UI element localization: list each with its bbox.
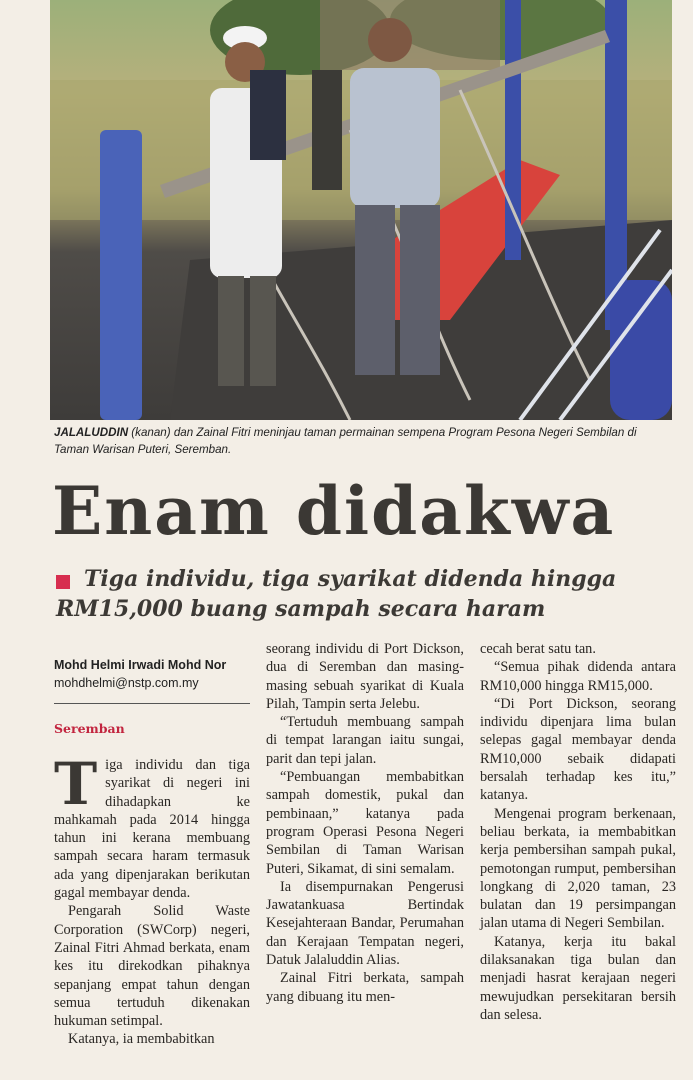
article-paragraph: Zainal Fitri berkata, sampah yang dibuang itu men- xyxy=(266,970,464,1005)
article-paragraph: Mengenai program berkenaan, beliau berkata, ia membabitkan kerja pembersihan sampah pukal, pemotongan rumput, pembersihan longkang di 2,020 taman, 23 bulatan dan 19 persimpangan jalan utama di Negeri Sembilan. xyxy=(480,805,676,932)
byline-divider xyxy=(54,703,250,704)
caption-name: JALALUDDIN xyxy=(54,426,129,439)
author-name: Mohd Helmi Irwadi Mohd Nor xyxy=(54,658,227,672)
article-paragraph: “Semua pihak didenda antara RM10,000 hingga RM15,000. xyxy=(480,659,676,694)
playground-photo-illustration xyxy=(50,0,672,420)
dateline-location: Seremban xyxy=(54,721,125,736)
article-paragraph: “Tertuduh membuang sampah di tempat larangan iaitu sungai, parit dan tepi jalan. xyxy=(266,714,464,767)
article-paragraph: Katanya, ia membabitkan xyxy=(68,1031,215,1048)
headline: Enam didakwa xyxy=(52,472,616,550)
news-photo xyxy=(50,0,672,420)
byline xyxy=(54,656,252,692)
article-column-1 xyxy=(54,750,250,1049)
caption-text: (kanan) dan Zainal Fitri meninjau taman permainan sempena Program Pesona Negeri Sembilan di Taman Warisan Puteri, Seremban. xyxy=(54,426,637,456)
article-paragraph: Katanya, kerja itu bakal dilaksanakan tiga bulan dan menjadi hasrat kerajaan negeri mewujudkan persekitaran bersih dan selesa. xyxy=(480,933,676,1023)
article-paragraph: “Di Port Dickson, seorang individu dipenjara lima bulan selepas gagal membayar denda RM10,000 sebaik didapati bersalah terhadap kes itu,” katanya. xyxy=(480,695,676,804)
article-paragraph: Pengarah Solid Waste Corporation (SWCorp) negeri, Zainal Fitri Ahmad berkata, enam kes itu direkodkan pihaknya sepanjang empat tahun dengan semua tertuduh dikenakan hukuman setimpal. xyxy=(54,903,250,1030)
drop-cap: T xyxy=(54,750,98,818)
article-paragraph: cecah berat satu tan. xyxy=(480,641,596,657)
article-paragraph: iga individu dan tiga syarikat di negeri ini dihadapkan ke mahkamah pada 2014 hingga tahun ini kerana membuang sampah secara haram termasuk ada yang dipenjarakan berikutan gagal membayar denda. xyxy=(54,757,250,902)
article-paragraph: Ia disempurnakan Pengerusi Jawatankuasa Bertindak Kesejahteraan Bandar, Perumahan dan Kerajaan Tempatan negeri, Datuk Jalaluddin Alias. xyxy=(266,878,464,969)
photo-caption xyxy=(54,424,669,458)
article-paragraph: seorang individu di Port Dickson, dua di Seremban dan masing-masing sebuah syarikat di Kuala Pilah, Tampin serta Jelebu. xyxy=(266,641,464,712)
article-paragraph: “Pembuangan membabitkan sampah domestik, pukal dan pembinaan,” katanya pada program Operasi Pesona Negeri Sembilan di Taman Warisan Puteri, Sikamat, di sini semalam. xyxy=(266,769,464,877)
article-column-3 xyxy=(480,640,676,1024)
author-email: mohdhelmi@nstp.com.my xyxy=(54,676,199,690)
article-column-2 xyxy=(266,640,464,1006)
subheadline: Tiga individu, tiga syarikat didenda hingga RM15,000 buang sampah secara haram xyxy=(56,566,617,622)
